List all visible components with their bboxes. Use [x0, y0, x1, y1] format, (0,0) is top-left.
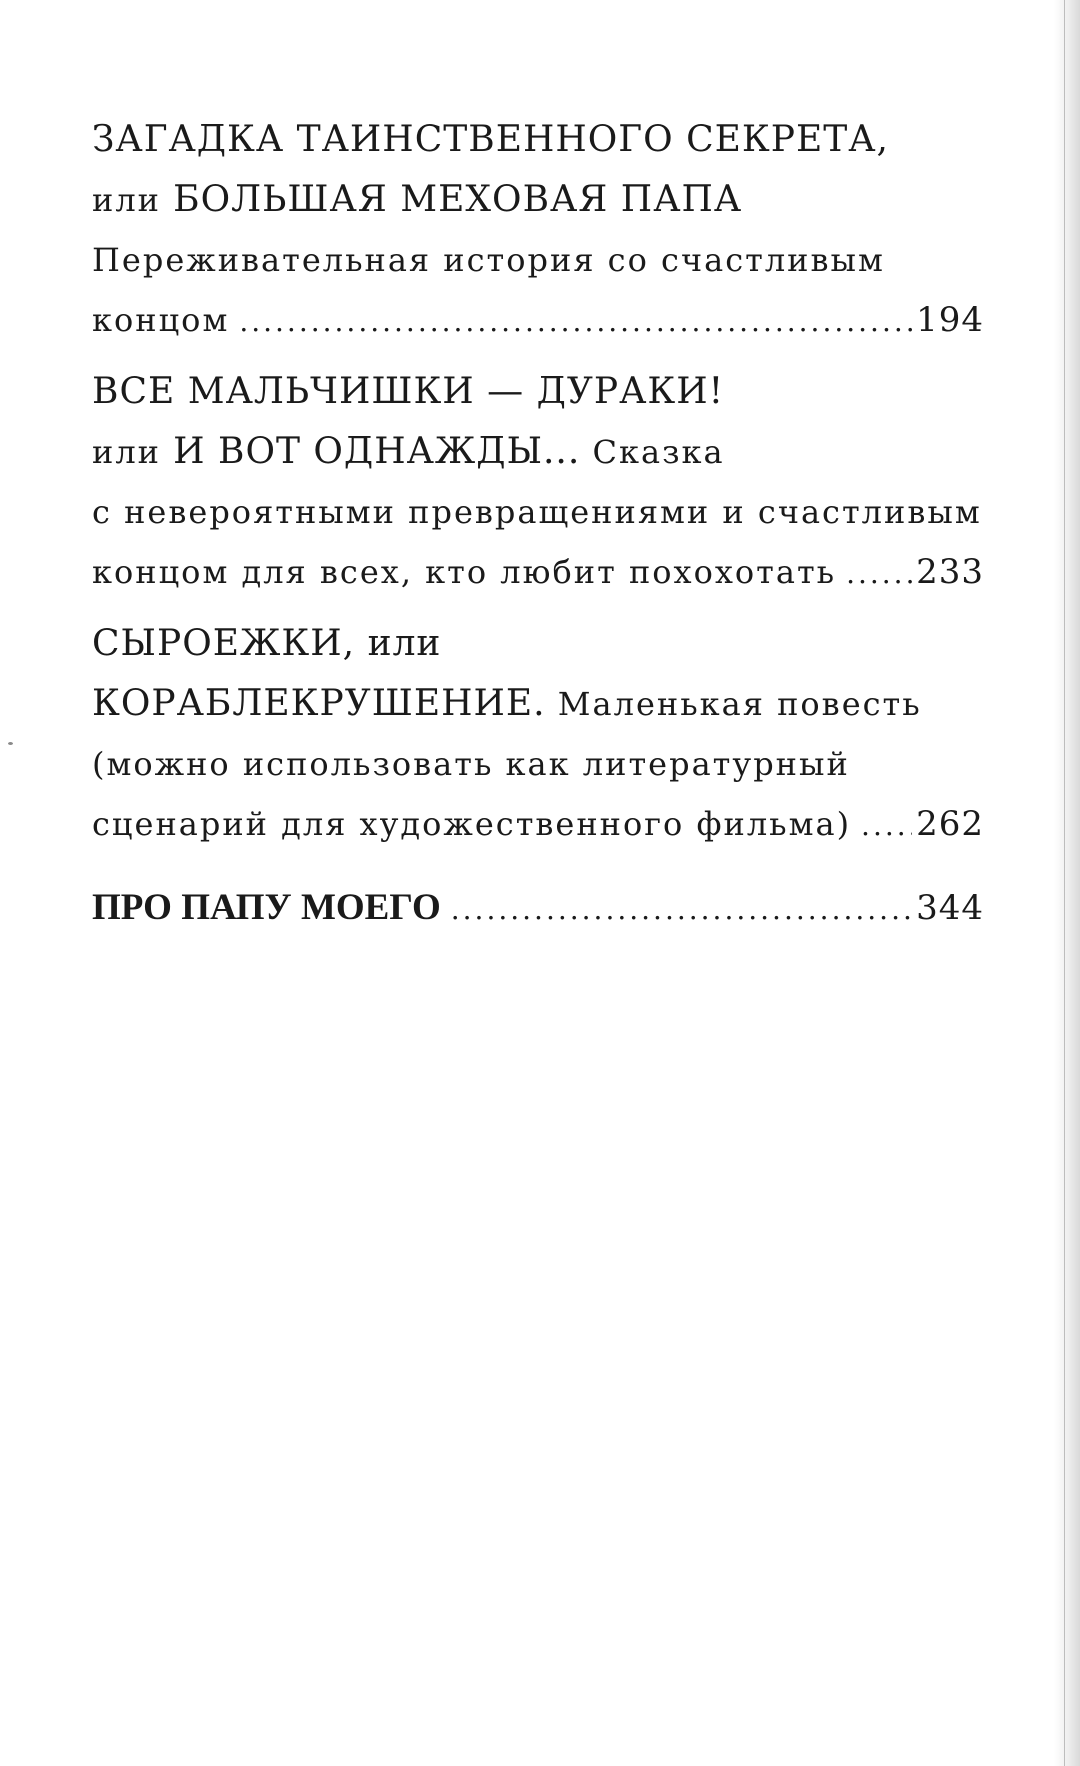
- page-number: 194: [916, 300, 984, 340]
- entry-subtitle-end: концом для всех, кто любит похохотать: [92, 553, 837, 591]
- entry-title: ЗАГАДКА ТАИНСТВЕННОГО СЕКРЕТА,: [92, 119, 889, 160]
- entry-subtitle-end: сценарий для художественного фильма): [92, 805, 852, 843]
- toc-entry: [92, 878, 984, 940]
- toc-entry: [92, 614, 984, 856]
- page-edge: [1054, 0, 1080, 1766]
- toc-entry-leader[interactable]: [92, 878, 984, 940]
- page-number: 262: [916, 804, 984, 844]
- entry-title: ВСЕ МАЛЬЧИШКИ — ДУРАКИ!: [92, 371, 725, 412]
- entry-title-alt: или И ВОТ ОДНАЖДЫ... Сказка: [92, 431, 725, 472]
- page-number: 233: [916, 552, 984, 592]
- scan-speck: [8, 742, 13, 745]
- toc-entry-leader[interactable]: [92, 290, 984, 352]
- entry-subtitle-end: концом: [92, 301, 230, 339]
- entry-title: ПРО ПАПУ МОЕГО: [92, 887, 441, 928]
- dot-leader: [451, 880, 912, 940]
- entry-title-alt: или БОЛЬШАЯ МЕХОВАЯ ПАПА: [92, 179, 743, 220]
- toc-entry-leader[interactable]: [92, 794, 984, 856]
- entry-subtitle: Переживательная история со счастливым: [92, 241, 885, 279]
- entry-title-alt: КОРАБЛЕКРУШЕНИЕ. Маленькая повесть: [92, 683, 922, 724]
- entry-subtitle: с невероятными превращениями и счастливым: [92, 493, 982, 531]
- entry-title: СЫРОЕЖКИ, или: [92, 623, 442, 664]
- dot-leader: [239, 292, 912, 352]
- table-of-contents: [92, 110, 984, 940]
- toc-entry: [92, 362, 984, 604]
- toc-entry-leader[interactable]: [92, 542, 984, 604]
- dot-leader: [846, 544, 912, 604]
- toc-entry: [92, 110, 984, 352]
- entry-subtitle: (можно использовать как литературный: [92, 745, 850, 783]
- page-number: 344: [916, 888, 984, 928]
- dot-leader: [861, 796, 912, 856]
